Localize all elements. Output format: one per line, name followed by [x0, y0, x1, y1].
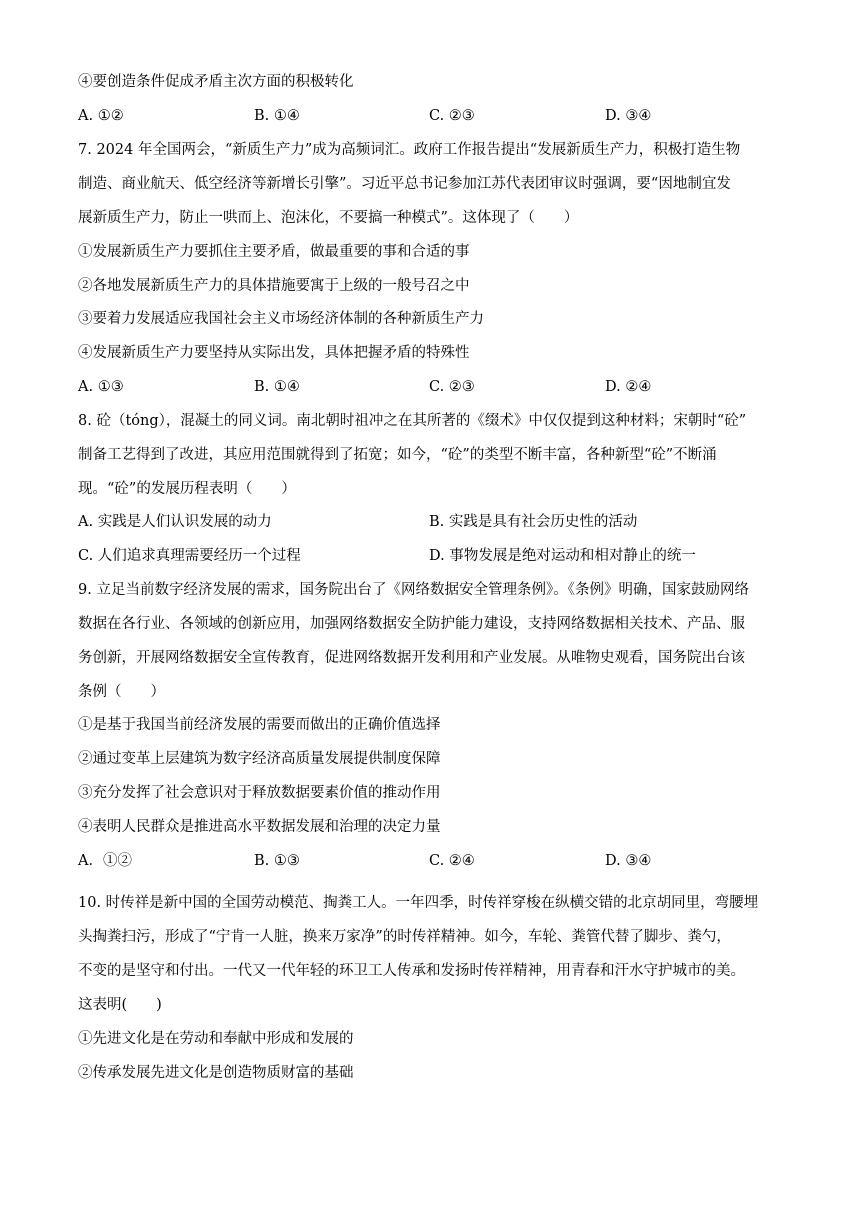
- q6-option-c: C. ②③: [429, 108, 475, 124]
- q10-stem-line: 10. 时传祥是新中国的全国劳动模范、掏粪工人。一年四季，时传祥穿梭在纵横交错的北京胡同里，弯腰埋: [78, 895, 759, 911]
- q7-statement-1: ①发展新质生产力要抓住主要矛盾，做最重要的事和合适的事: [78, 244, 470, 260]
- q9-option-d: D. ③④: [605, 853, 652, 869]
- q10-stem-line: 不变的是坚守和付出。一代又一代年轻的环卫工人传承和发扬时传祥精神，用青春和汗水守护城市的美。: [78, 963, 745, 979]
- q7-option-d: D. ②④: [605, 379, 652, 395]
- q9-statement-1: ①是基于我国当前经济发展的需要而做出的正确价值选择: [78, 717, 441, 733]
- q6-option-d: D. ③④: [605, 108, 652, 124]
- q8-option-b: B. 实践是具有社会历史性的活动: [429, 514, 638, 530]
- q9-stem-line: 9. 立足当前数字经济发展的需求，国务院出台了《网络数据安全管理条例》。《条例》明确，国家鼓励网络: [78, 582, 749, 598]
- q9-stem-line: 数据在各行业、各领域的创新应用，加强网络数据安全防护能力建设，支持网络数据相关技术、产品、服: [78, 616, 745, 632]
- q9-option-c: C. ②④: [429, 853, 475, 869]
- q8-stem-line: 现。“砼”的发展历程表明（ ）: [78, 481, 296, 497]
- q6-statement-4: ④要创造条件促成矛盾主次方面的积极转化: [78, 74, 354, 90]
- q10-stem-line: 头掏粪扫污，形成了“宁肯一人脏，换来万家净”的时传祥精神。如今，车轮、粪管代替了脚步、粪勺，: [78, 929, 731, 945]
- q7-option-a: A. ①③: [78, 379, 124, 395]
- q8-option-a: A. 实践是人们认识发展的动力: [78, 514, 272, 530]
- q7-option-b: B. ①④: [254, 379, 300, 395]
- q7-statement-2: ②各地发展新质生产力的具体措施要寓于上级的一般号召之中: [78, 278, 470, 294]
- q7-stem-line: 7. 2024 年全国两会，“新质生产力”成为高频词汇。政府工作报告提出“发展新质生产力，积极打造生物: [78, 142, 741, 158]
- q9-statement-2: ②通过变革上层建筑为数字经济高质量发展提供制度保障: [78, 751, 441, 767]
- q8-stem-line: 8. 砼（tóng），混凝土的同义词。南北朝时祖冲之在其所著的《缀术》中仅仅提到这种材料；宋朝时“砼”: [78, 413, 747, 429]
- q6-option-a: A. ①②: [78, 108, 124, 124]
- q7-stem-line: 展新质生产力，防止一哄而上、泡沫化，不要搞一种模式”。这体现了（ ）: [78, 210, 579, 226]
- q8-stem-line: 制备工艺得到了改进，其应用范围就得到了拓宽；如今，“砼”的类型不断丰富，各种新型“砼”不断涌: [78, 447, 717, 463]
- q9-option-b: B. ①③: [254, 853, 300, 869]
- q8-option-c: C. 人们追求真理需要经历一个过程: [78, 548, 301, 564]
- q9-option-a: A．①②: [78, 853, 132, 869]
- q9-stem-line: 务创新，开展网络数据安全宣传教育，促进网络数据开发利用和产业发展。从唯物史观看，国务院出台该: [78, 650, 745, 666]
- q7-stem-line: 制造、商业航天、低空经济等新增长引擎”。习近平总书记参加江苏代表团审议时强调，要“因地制宜发: [78, 176, 731, 192]
- q7-statement-4: ④发展新质生产力要坚持从实际出发，具体把握矛盾的特殊性: [78, 345, 470, 361]
- q9-stem-line: 条例（ ）: [78, 684, 165, 700]
- q6-option-b: B. ①④: [254, 108, 300, 124]
- q10-stem-line: 这表明( ): [78, 997, 162, 1013]
- q10-statement-1: ①先进文化是在劳动和奉献中形成和发展的: [78, 1031, 354, 1047]
- q7-statement-3: ③要着力发展适应我国社会主义市场经济体制的各种新质生产力: [78, 311, 484, 327]
- q9-statement-4: ④表明人民群众是推进高水平数据发展和治理的决定力量: [78, 819, 441, 835]
- q8-option-d: D. 事物发展是绝对运动和相对静止的统一: [429, 548, 696, 564]
- q9-statement-3: ③充分发挥了社会意识对于释放数据要素价值的推动作用: [78, 785, 441, 801]
- q10-statement-2: ②传承发展先进文化是创造物质财富的基础: [78, 1065, 354, 1081]
- q7-option-c: C. ②③: [429, 379, 475, 395]
